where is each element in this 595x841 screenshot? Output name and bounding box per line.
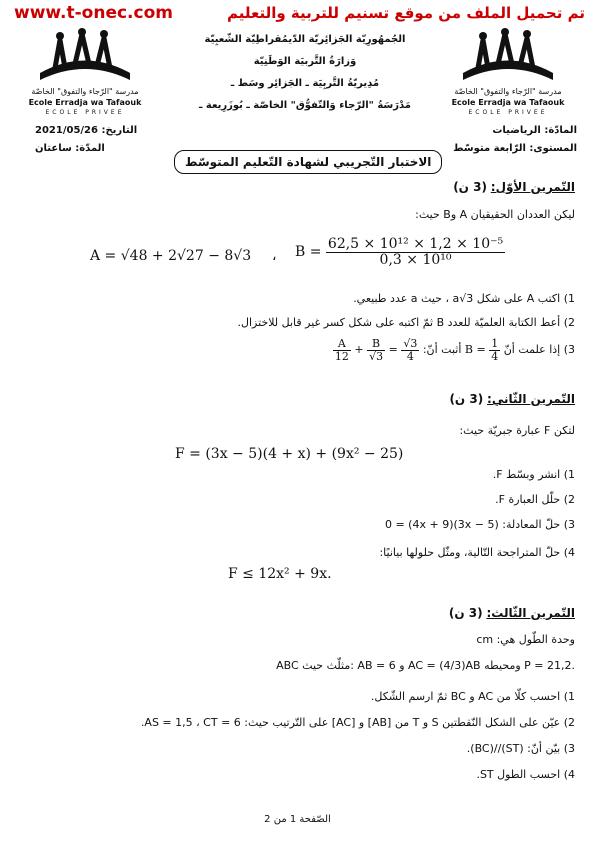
ex1-q1: 1) اكتب A على شكل a√3 ، حيث a عدد طبيعي. — [353, 292, 575, 305]
ex2-q2: 2) حلّل العبارة F. — [495, 493, 575, 506]
ex3-heading — [449, 606, 575, 620]
ex1-q3-a: 3) إذا علمت أنّ — [503, 343, 575, 357]
formula-B-num: 62,5 × 10¹² × 1,2 × 10⁻⁵ — [327, 236, 504, 252]
ex1-points: (3 ن) — [453, 180, 487, 194]
exam-title: الاختبار التّجريبي لشهادة التّعليم المتوسّط — [174, 150, 442, 174]
logo-sub-right: ECOLE PRIVEE — [468, 109, 548, 116]
ex1-q3-cond: B = $\frac{1}{4}$ — [464, 337, 499, 363]
ex3-q4: 4) احسب الطول ST. — [476, 768, 575, 781]
formula-sep: ، — [272, 248, 277, 264]
header-line-4: مَدْرَسَةُ "الرّجاء وَالتّفوُّق" الخاصّة ـ بُوزَرِيعة ـ — [198, 100, 411, 111]
logo-en-right: Ecole Erradja wa Tafaouk — [451, 98, 565, 107]
site-url: www.t-onec.com — [14, 3, 173, 23]
ex2-q4: 4) حلّ المتراجحة التّالية، ومثّل حلولها بيانيًا: — [379, 546, 575, 559]
header-line-1: الجُمهُورِيّة الجَزائِريّة الدّيمُقراطِيّة الشّعبِيّة — [204, 34, 406, 45]
page-footer: الصّفحة 1 من 2 — [264, 814, 331, 825]
ex1-q2: 2) أعط الكتابة العلميّة للعدد B ثمّ اكتبه على شكل كسر غير قابل للاختزال. — [237, 316, 575, 329]
level: المستوى: الرّابعة متوسّط — [453, 143, 577, 154]
ex3-intro: ABC مثلّث حيث: AB = 6 و AC = (4/3)AB ومحيطه P = 21,2. — [276, 659, 575, 672]
subject: المادّة: الرياضيات — [492, 125, 577, 136]
formula-B-lhs: B = — [295, 244, 322, 261]
date: التاريخ: 2021/05/26 — [35, 125, 138, 136]
logo-en-left: Ecole Erradja wa Tafaouk — [28, 98, 142, 107]
ex1-intro: ليكن العددان الحقيقيان A وB حيث: — [415, 208, 575, 221]
ex3-unit: وحدة الطّول هي: cm — [476, 633, 575, 646]
formula-B-den: 0,3 × 10¹⁰ — [379, 251, 452, 268]
formula-B — [295, 237, 505, 267]
ex1-q3 — [333, 338, 575, 362]
duration: المدّة: ساعتان — [35, 143, 105, 154]
ex2-formula: F = (3x − 5)(4 + x) + (9x² − 25) — [175, 446, 404, 462]
ex1-q3-b: أثبت أنّ: — [422, 343, 462, 357]
ex2-heading — [449, 392, 575, 406]
ex3-q2: 2) عيّن على الشكل النّقطتين S و T من [AB] و [AC] على التّرتيب حيث: AS = 1,5 ، CT = 6. — [140, 716, 575, 729]
ex1-title: التّمرين الأوّل: — [490, 180, 575, 194]
ex2-ineq: F ≤ 12x² + 9x. — [228, 566, 332, 582]
formula-B-frac — [326, 237, 505, 267]
ex2-q3: 3) حلّ المعادلة: (3x − 5)(4x + 9) = 0 — [384, 518, 575, 531]
ex3-title: التّمرين الثّالث: — [486, 606, 575, 620]
school-logo-left — [30, 28, 140, 92]
ex2-intro: لتكن F عبارة جبريّة حيث: — [459, 424, 575, 437]
school-logo-icon — [453, 28, 563, 88]
logo-sub-left: ECOLE PRIVEE — [45, 109, 125, 116]
ex3-q3: 3) بيّن أنّ: (ST)//(BC). — [466, 742, 575, 755]
logo-ar-right: مدرسة "الرّجاء والتفوق" الخاصّة — [454, 87, 562, 96]
school-logo-icon — [30, 28, 140, 88]
header-line-3: مُدِيريّةُ التَّربِيَة ـ الجَزائِر وسَط ـ — [230, 78, 380, 89]
ex3-points: (3 ن) — [448, 606, 483, 620]
logo-ar-left: مدرسة "الرّجاء والتفوق" الخاصّة — [31, 87, 139, 96]
ex2-q1: 1) انشر وبسّط F. — [492, 468, 575, 481]
download-banner: تم تحميل الملف من موقع تسنيم للتربية والتعليم — [227, 4, 585, 22]
ex1-heading — [453, 180, 575, 194]
school-logo-right — [453, 28, 563, 92]
header-line-2: وَزارَةُ التَّربيَة الوَطَنِيّة — [253, 56, 357, 67]
ex1-q3-eq: $\frac{A}{12}$ + $\frac{B}{√3}$ = $\frac{√3}{4}$ — [334, 337, 418, 363]
ex3-q1: 1) احسب كلّا من AC و BC ثمّ ارسم الشّكل. — [370, 690, 575, 703]
formula-A: A = √48 + 2√27 − 8√3 — [90, 248, 252, 264]
ex2-points: (3 ن) — [449, 392, 484, 406]
ex2-title: التّمرين الثّاني: — [487, 392, 575, 406]
